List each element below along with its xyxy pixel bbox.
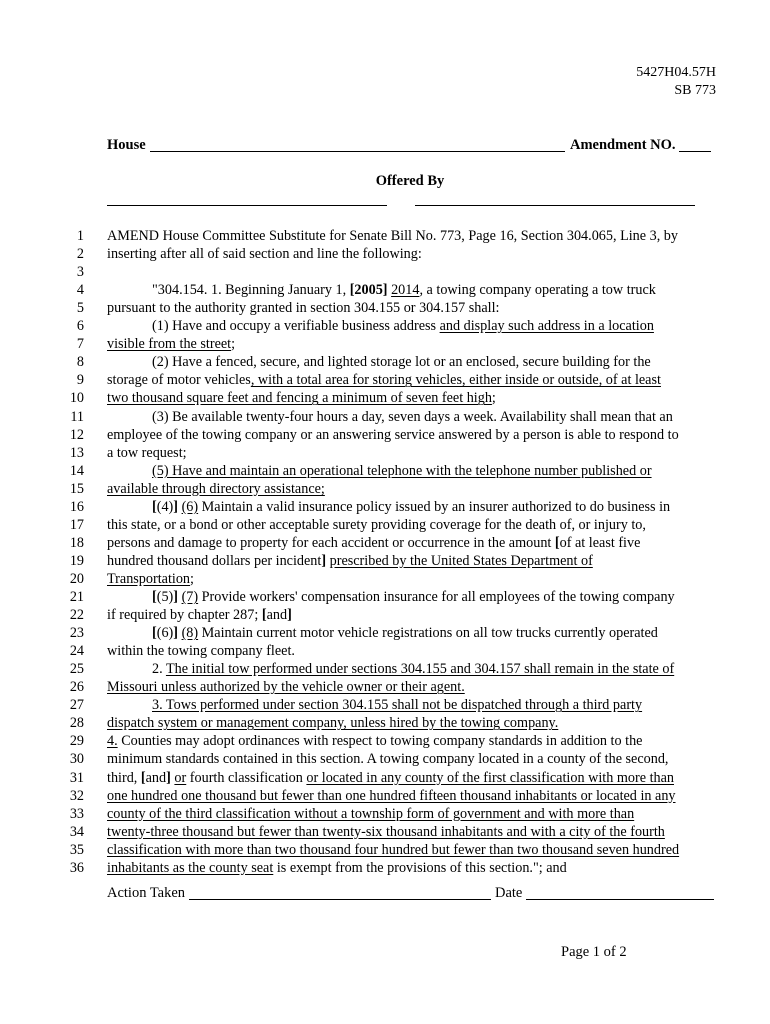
text-line [0, 335, 770, 353]
text-line [0, 805, 770, 823]
line-text [107, 750, 668, 768]
offered-by-line-right [415, 205, 695, 206]
line-text [152, 696, 642, 714]
text-line [0, 732, 770, 750]
inserted-text: county of the third classification without a township form of government and with more than [107, 805, 635, 822]
line-text [107, 805, 634, 823]
text-segment: AMEND House Committee Substitute for Senate Bill No. 773, Page 16, Section 304.065, Line 3, by [107, 228, 678, 244]
text-segment: and [145, 769, 167, 786]
line-number: 17 [69, 516, 84, 533]
line-text [107, 732, 642, 750]
line-text [152, 281, 656, 299]
deleted-bracket: ] [173, 498, 179, 515]
amendment-number-blank [679, 151, 711, 152]
deleted-bracket: [ [554, 534, 560, 551]
line-number: 4 [76, 282, 84, 299]
text-segment: and [266, 607, 288, 624]
text-segment: 2. [152, 661, 166, 678]
line-number: 21 [69, 589, 84, 605]
line-number: 36 [69, 859, 84, 876]
text-segment: persons and damage to property for each accident or occurrence in the amount [107, 534, 555, 551]
line-text [152, 498, 670, 516]
text-line [0, 317, 770, 335]
deleted-bracket: ] [173, 625, 179, 642]
line-text [107, 841, 679, 859]
line-text [107, 299, 499, 317]
text-line [0, 696, 770, 714]
text-segment: (6) [156, 625, 174, 642]
text-segment: fourth classification [186, 769, 307, 786]
text-segment: this state, or a bond or other acceptable surety providing coverage for the death of, or injury to, [107, 516, 646, 533]
text-line [0, 480, 770, 498]
text-line [0, 642, 770, 660]
line-number: 16 [69, 498, 84, 515]
text-segment: pursuant to the authority granted in section 304.155 or 304.157 shall: [107, 300, 500, 317]
text-line [0, 823, 770, 841]
line-number: 32 [69, 787, 84, 804]
text-segment: storage of motor vehicles [107, 372, 251, 389]
text-line [0, 534, 770, 552]
line-number: 24 [69, 643, 84, 660]
line-text [107, 859, 567, 877]
text-segment: hundred thousand dollars per incident [107, 552, 322, 569]
text-line [0, 678, 770, 696]
text-line [0, 462, 770, 480]
inserted-text: twenty-three thousand but fewer than twenty-six thousand inhabitants and with a city of the fourth [107, 823, 665, 840]
inserted-text: two thousand square feet and fencing a minimum of seven feet high [107, 390, 492, 407]
line-number: 22 [69, 607, 84, 624]
inserted-text: The initial tow performed under sections 304.155 and 304.157 shall remain in the state of [165, 661, 675, 678]
line-text [152, 317, 654, 335]
line-text [152, 624, 658, 642]
text-line [0, 570, 770, 588]
text-segment: if required by chapter 287; [107, 607, 262, 624]
line-number: 20 [69, 570, 84, 587]
text-segment: minimum standards contained in this section. A towing company located in a county of the second, [107, 751, 669, 768]
line-number: 10 [69, 390, 84, 407]
text-segment: ; [231, 336, 236, 353]
deleted-bracket: ] [321, 552, 327, 569]
deleted-bracket: [ [152, 498, 157, 515]
text-line [0, 498, 770, 516]
line-text [152, 660, 674, 678]
line-number: 1 [76, 228, 84, 244]
deleted-bracket: [ [140, 769, 146, 786]
line-number: 3 [76, 264, 84, 281]
text-segment: (4) [156, 498, 174, 515]
deleted-bracket: [ [152, 589, 157, 605]
text-segment: ; [491, 390, 496, 407]
deleted-bracket: ] [287, 607, 292, 624]
line-number: 35 [69, 841, 84, 858]
deleted-bracket: ] [166, 769, 171, 786]
line-text [107, 389, 496, 407]
text-segment: ; [190, 570, 194, 587]
line-text [107, 714, 558, 732]
action-taken-blank [189, 899, 491, 900]
action-taken-label: Action Taken [107, 885, 186, 901]
text-line [0, 859, 770, 877]
text-segment: Maintain a valid insurance policy issued by an insurer authorized to do business in [198, 498, 671, 515]
inserted-text: Transportation [107, 570, 191, 587]
inserted-text: (8) [181, 625, 199, 642]
line-number: 25 [69, 661, 84, 678]
date-label: Date [495, 885, 523, 901]
inserted-text: available through directory assistance; [107, 480, 325, 497]
deleted-bracket: [ [152, 625, 157, 642]
text-line [0, 408, 770, 426]
deleted-bracket: [2005] [349, 282, 388, 299]
line-number: 31 [69, 769, 84, 786]
inserted-text: dispatch system or management company, unless hired by the towing company. [107, 715, 559, 732]
line-text [152, 408, 673, 426]
text-line [0, 624, 770, 642]
inserted-text: and display such address in a location [439, 318, 654, 335]
text-segment: inserting after all of said section and line the following: [107, 246, 422, 263]
line-number: 8 [76, 354, 84, 371]
text-segment: Counties may adopt ordinances with respect to towing company standards in addition to the [117, 733, 643, 750]
offered-by-label: Offered By [375, 173, 445, 189]
inserted-text: classification with more than two thousand four hundred but fewer than two thousand seven hundred [107, 841, 680, 858]
text-line [0, 516, 770, 534]
line-number: 29 [69, 733, 84, 750]
line-text [107, 426, 679, 444]
text-segment: Maintain current motor vehicle registrations on all tow trucks currently operated [198, 625, 658, 642]
inserted-text: 4. [107, 733, 118, 750]
line-number: 18 [69, 534, 84, 551]
line-text [107, 642, 295, 660]
text-line [0, 588, 770, 606]
text-line [0, 426, 770, 444]
inserted-text: (5) Have and maintain an operational telephone with the telephone number published or [152, 462, 652, 479]
line-text [107, 534, 640, 552]
line-number: 12 [69, 426, 84, 443]
text-segment: (3) Be available twenty-four hours a day, seven days a week. Availability shall mean that an [152, 408, 673, 425]
text-segment: (1) Have and occupy a verifiable business address [152, 318, 440, 335]
line-text [152, 353, 651, 371]
offered-by-line-left [107, 205, 387, 206]
line-text [107, 823, 665, 841]
deleted-bracket: ] [173, 589, 179, 605]
line-number: 30 [69, 751, 84, 768]
inserted-text: Missouri unless authorized by the vehicle owner or their agent. [107, 679, 465, 696]
line-number: 14 [69, 462, 84, 479]
inserted-text: 2014 [391, 282, 420, 299]
line-number: 6 [76, 318, 84, 335]
line-text [152, 588, 675, 606]
line-text [107, 678, 465, 696]
text-line [0, 552, 770, 570]
text-line [0, 281, 770, 299]
inserted-text: , with a total area for storing vehicles, either inside or outside, of at least [250, 372, 661, 389]
text-segment: Provide workers' compensation insurance for all employees of the towing company [198, 589, 675, 605]
line-number: 11 [70, 408, 84, 425]
line-text [107, 245, 422, 263]
text-line [0, 606, 770, 624]
text-segment: employee of the towing company or an answering service answered by a person is able to respond to [107, 426, 679, 443]
deleted-bracket: [ [261, 607, 267, 624]
inserted-text: inhabitants as the county seat [107, 859, 274, 876]
line-text [107, 371, 661, 389]
line-number: 33 [69, 805, 84, 822]
line-number: 23 [69, 625, 84, 642]
inserted-text: visible from the street [107, 336, 232, 353]
text-segment: is exempt from the provisions of this section."; and [273, 859, 567, 876]
line-text [107, 787, 676, 805]
inserted-text: one hundred one thousand but fewer than one hundred fifteen thousand inhabitants or located in any [107, 787, 676, 804]
text-line [0, 769, 770, 787]
text-line [0, 371, 770, 389]
line-text [107, 444, 187, 462]
house-blank-line [150, 151, 565, 152]
line-number: 2 [76, 246, 84, 263]
text-line [0, 750, 770, 768]
text-line [0, 227, 770, 245]
inserted-text: 3. Tows performed under section 304.155 shall not be dispatched through a third party [152, 697, 643, 714]
line-number: 5 [76, 300, 84, 317]
text-line [0, 714, 770, 732]
text-line [0, 263, 770, 281]
line-number: 9 [76, 372, 84, 389]
text-segment: (5) [156, 589, 174, 605]
line-text [107, 769, 674, 787]
text-segment: third, [107, 769, 141, 786]
date-blank [526, 899, 714, 900]
line-text [107, 227, 678, 245]
inserted-text: (6) [181, 498, 199, 515]
document-id: 5427H04.57H [636, 65, 716, 80]
text-segment: , a towing company operating a tow truck [419, 282, 656, 299]
inserted-text: (7) [181, 589, 199, 605]
text-line [0, 660, 770, 678]
text-line [0, 389, 770, 407]
line-number: 13 [69, 444, 84, 461]
text-line [0, 299, 770, 317]
text-line [0, 245, 770, 263]
inserted-text: or located in any county of the first classification with more than [306, 769, 674, 786]
bill-number: SB 773 [674, 83, 716, 98]
line-text [152, 462, 652, 480]
page-number: Page 1 of 2 [561, 944, 627, 960]
line-text [107, 570, 194, 588]
line-number: 27 [69, 697, 84, 714]
text-line [0, 787, 770, 805]
text-line [0, 353, 770, 371]
text-segment: of at least five [559, 534, 641, 551]
line-text [107, 606, 292, 624]
line-text [107, 516, 646, 534]
line-text [107, 552, 593, 570]
text-segment: "304.154. 1. Beginning January 1, [152, 282, 350, 299]
text-segment: (2) Have a fenced, secure, and lighted storage lot or an enclosed, secure building for the [152, 354, 651, 371]
line-text [107, 480, 325, 498]
header-block [636, 64, 716, 100]
inserted-text: prescribed by the United States Department of [329, 552, 593, 569]
line-text [107, 335, 235, 353]
text-line [0, 841, 770, 859]
inserted-text: or [174, 769, 187, 786]
line-number: 28 [69, 715, 84, 732]
line-number: 34 [69, 823, 84, 840]
text-segment: a tow request; [107, 444, 187, 461]
line-number: 26 [69, 679, 84, 696]
line-number: 15 [69, 480, 84, 497]
house-label: House [107, 137, 146, 153]
line-number: 19 [69, 552, 84, 569]
amendment-label: Amendment NO. [570, 137, 676, 153]
text-line [0, 444, 770, 462]
text-segment: within the towing company fleet. [107, 643, 295, 660]
line-number: 7 [76, 336, 84, 353]
